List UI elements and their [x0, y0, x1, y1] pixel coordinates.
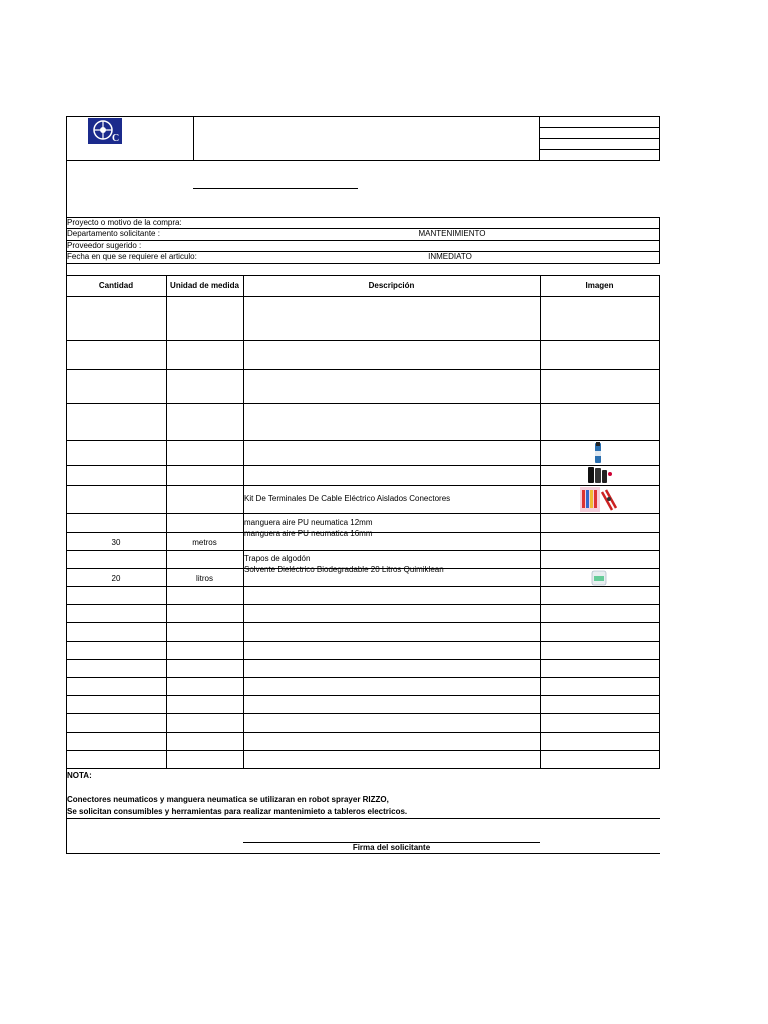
header-cantidad: Cantidad — [98, 281, 134, 290]
cell-unidad: litros — [196, 574, 213, 583]
table-column-line — [166, 275, 167, 769]
table-row-line — [66, 340, 660, 341]
table-row-line — [66, 513, 660, 514]
cell-descripcion: Trapos de algodón — [244, 554, 311, 563]
table-row-line — [66, 586, 660, 587]
meta-row-line — [539, 149, 660, 150]
table-row-line — [66, 695, 660, 696]
form-bottom-border — [66, 853, 660, 854]
spray-can-photo — [540, 441, 659, 465]
table-column-line — [66, 275, 67, 769]
info-right-border — [659, 217, 660, 264]
table-row-line — [66, 659, 660, 660]
cell-descripcion: Kit De Terminales De Cable Eléctrico Aislados Conectores — [244, 494, 451, 503]
header-unidad: Unidad de medida — [170, 281, 239, 290]
cell-cantidad: 30 — [111, 538, 121, 547]
note-label: NOTA: — [67, 771, 92, 780]
info-bottom-border — [66, 263, 660, 264]
notes-bottom-border — [66, 818, 660, 819]
table-row-line — [66, 622, 660, 623]
table-row-line — [66, 750, 660, 751]
info-value-departamento: MANTENIMIENTO — [418, 229, 486, 238]
table-row-line — [66, 732, 660, 733]
cell-descripcion: manguera aire PU neumatica 12mm — [244, 518, 373, 527]
info-label-proveedor: Proveedor sugerido : — [67, 241, 142, 250]
table-row-line — [66, 403, 660, 404]
cell-cantidad: 20 — [111, 574, 121, 583]
table-top-border — [66, 275, 660, 276]
header-divider-logo — [193, 116, 194, 160]
table-row-line — [66, 604, 660, 605]
table-row-line — [66, 641, 660, 642]
meta-row-line — [539, 127, 660, 128]
company-logo — [88, 118, 122, 144]
info-label-departamento: Departamento solicitante : — [67, 229, 160, 238]
table-row-line — [66, 550, 660, 551]
info-row-line — [66, 240, 660, 241]
logo-emblem-icon — [88, 118, 122, 144]
terminal-kit-photo — [540, 486, 659, 513]
table-column-line — [659, 275, 660, 769]
cell-unidad: metros — [192, 538, 217, 547]
title-underline — [193, 188, 358, 189]
signature-label: Firma del solicitante — [352, 843, 431, 852]
table-row-line — [66, 713, 660, 714]
tool-set-photo — [540, 466, 659, 485]
table-column-line — [540, 275, 541, 769]
header-descripcion: Descripción — [368, 281, 415, 290]
meta-row-line — [539, 138, 660, 139]
header-top-border — [66, 116, 660, 117]
svg-text:C: C — [112, 133, 120, 144]
solvent-jug-photo — [540, 569, 659, 586]
info-label-proyecto: Proyecto o motivo de la compra: — [67, 218, 182, 227]
cell-descripcion: Solvente Dieléctrico Biodegradable 20 Litros Quimiklean — [244, 565, 444, 574]
note-line-1: Conectores neumaticos y manguera neumatica se utilizaran en robot sprayer RIZZO, — [67, 795, 389, 804]
table-row-line — [66, 369, 660, 370]
cell-descripcion: manguera aire PU neumatica 16mm — [244, 529, 373, 538]
table-header-bottom — [66, 296, 660, 297]
header-imagen: Imagen — [585, 281, 614, 290]
table-row-line — [66, 677, 660, 678]
info-value-fecha: INMEDIATO — [428, 252, 472, 261]
note-line-2: Se solicitan consumibles y herramientas para realizar mantenimieto a tableros electricos. — [67, 807, 408, 816]
header-bottom-border — [66, 160, 660, 161]
table-row-line — [66, 768, 660, 769]
info-label-fecha: Fecha en que se requiere el articulo: — [67, 252, 197, 261]
